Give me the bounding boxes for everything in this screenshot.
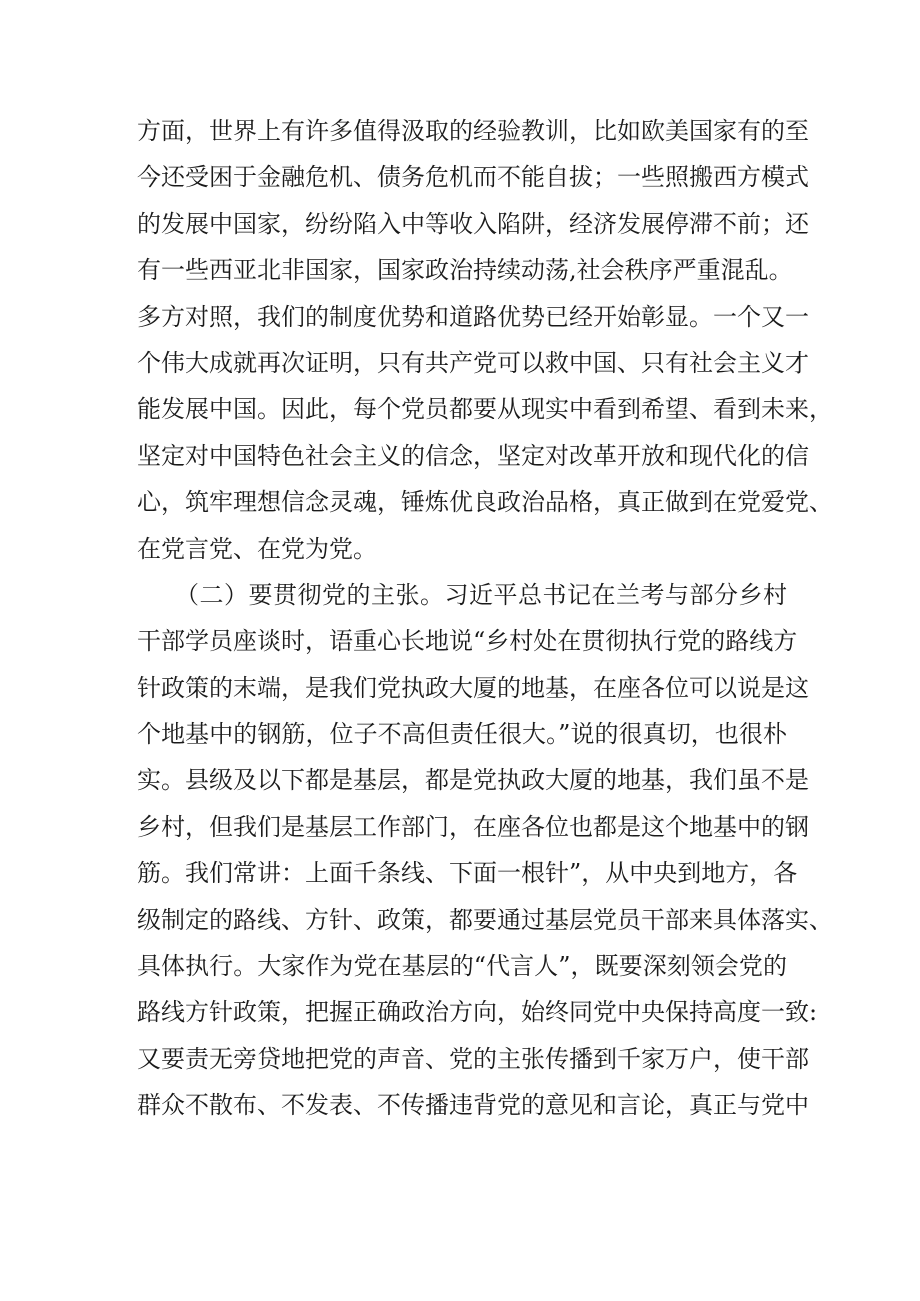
text-line: 坚定对中国特色社会主义的信念，坚定对改革开放和现代化的信	[137, 441, 809, 470]
text-line: 具体执行。大家作为党在基层的“代言人”，既要深刻领会党的	[137, 952, 787, 981]
text-line: 个地基中的钢筋，位子不高但责任很大。”说的很真切，也很朴	[137, 720, 787, 749]
text-line: 乡村，但我们是基层工作部门，在座各位也都是这个地基中的钢	[137, 812, 809, 841]
text-line: 在党言党、在党为党。	[137, 534, 377, 563]
paragraph-first-line: （二）要贯彻党的主张。习近平总书记在兰考与部分乡村	[175, 580, 787, 609]
text-line: 心，筑牢理想信念灵魂，锤炼优良政治品格，真正做到在党爱党、	[137, 488, 833, 517]
text-line: 针政策的末端，是我们党执政大厦的地基，在座各位可以说是这	[137, 673, 809, 702]
text-line: 个伟大成就再次证明，只有共产党可以救中国、只有社会主义才	[137, 348, 809, 377]
text-line: 的发展中国家，纷纷陷入中等收入陷阱，经济发展停滞不前；还	[137, 209, 809, 238]
text-line: 多方对照，我们的制度优势和道路优势已经开始彰显。一个又一	[137, 302, 809, 331]
text-line: 干部学员座谈时，语重心长地说“乡村处在贯彻执行党的路线方	[137, 627, 798, 656]
body-text	[137, 108, 833, 1129]
text-line: 今还受困于金融危机、债务危机而不能自拔；一些照搬西方模式	[137, 163, 809, 192]
text-line: 又要责无旁贷地把党的声音、党的主张传播到千家万户，使干部	[137, 1044, 809, 1073]
text-line: 路线方针政策，把握正确政治方向，始终同党中央保持高度一致:	[137, 998, 818, 1027]
text-line: 级制定的路线、方针、政策，都要通过基层党员干部来具体落实、	[137, 905, 833, 934]
text-line: 筋。我们常讲：上面千条线、下面一根针”，从中央到地方，各	[137, 859, 798, 888]
text-line: 能发展中国。因此，每个党员都要从现实中看到希望、看到未来，	[137, 395, 833, 424]
text-line: 有一些西亚北非国家，国家政治持续动荡,社会秩序严重混乱。	[137, 256, 793, 285]
text-line: 实。县级及以下都是基层，都是党执政大厦的地基，我们虽不是	[137, 766, 809, 795]
text-line: 方面，世界上有许多值得汲取的经验教训，比如欧美国家有的至	[137, 117, 809, 145]
text-line: 群众不散布、不发表、不传播违背党的意见和言论，真正与党中	[137, 1091, 809, 1120]
